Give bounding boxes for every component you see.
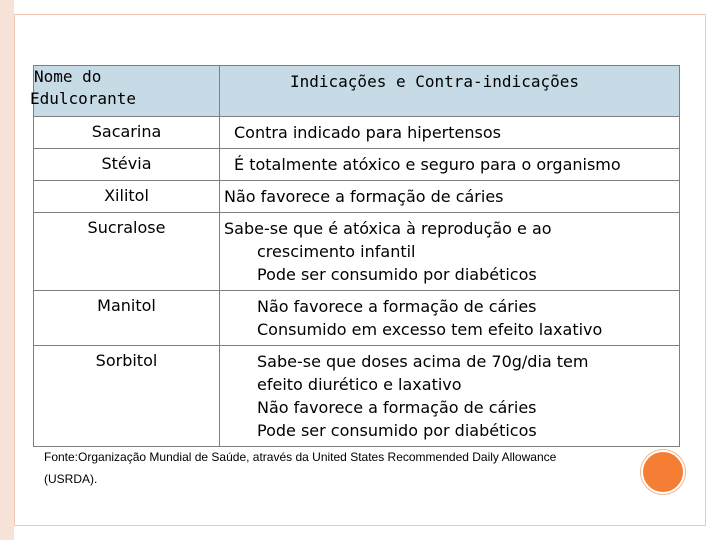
source-line1: Fonte:Organização Mundial de Saúde, através da United States Recommended Daily Allowance bbox=[44, 450, 557, 464]
sweetener-name: Manitol bbox=[34, 291, 220, 346]
sweetener-name: Stévia bbox=[34, 149, 220, 181]
table-row bbox=[34, 291, 680, 346]
source-line2: (USRDA). bbox=[44, 472, 98, 486]
indication-line: Não favorece a formação de cáries bbox=[224, 187, 504, 206]
indication-line: Consumido em excesso tem efeito laxativo bbox=[257, 320, 603, 339]
sweetener-name: Sacarina bbox=[34, 117, 220, 149]
table-row bbox=[34, 117, 680, 149]
indication-line: Sabe-se que é atóxica à reprodução e ao bbox=[224, 219, 552, 238]
indications-cell bbox=[220, 181, 680, 213]
table-row bbox=[34, 149, 680, 181]
table-row bbox=[34, 213, 680, 291]
decorative-orange-circle bbox=[641, 450, 685, 494]
sweetener-name: Sorbitol bbox=[34, 346, 220, 447]
indication-line: Sabe-se que doses acima de 70g/dia tem bbox=[257, 352, 589, 371]
table-row bbox=[34, 181, 680, 213]
indications-cell bbox=[220, 149, 680, 181]
indication-line: Pode ser consumido por diabéticos bbox=[257, 265, 537, 284]
indication-line: Não favorece a formação de cáries bbox=[257, 398, 537, 417]
sweeteners-table bbox=[30, 65, 680, 447]
header-name-line2: Edulcorante bbox=[30, 89, 136, 108]
header-name-line1: Nome do bbox=[34, 67, 102, 86]
indication-line: efeito diurético e laxativo bbox=[257, 375, 462, 394]
indication-line: É totalmente atóxico e seguro para o organismo bbox=[234, 155, 621, 174]
indications-cell bbox=[220, 346, 680, 447]
sweetener-name: Sucralose bbox=[34, 213, 220, 291]
sweetener-name: Xilitol bbox=[34, 181, 220, 213]
indication-line: Contra indicado para hipertensos bbox=[234, 123, 501, 142]
indications-cell bbox=[220, 213, 680, 291]
table-row bbox=[34, 346, 680, 447]
indication-line: Pode ser consumido por diabéticos bbox=[257, 421, 537, 440]
header-indications: Indicações e Contra-indicações bbox=[220, 66, 680, 117]
table-header-row bbox=[34, 66, 680, 117]
indications-cell bbox=[220, 117, 680, 149]
source-note bbox=[44, 446, 654, 490]
indications-cell bbox=[220, 291, 680, 346]
header-sweetener-name bbox=[30, 66, 220, 117]
decorative-stripe bbox=[0, 0, 14, 540]
indication-line: crescimento infantil bbox=[257, 242, 416, 261]
indication-line: Não favorece a formação de cáries bbox=[257, 297, 537, 316]
